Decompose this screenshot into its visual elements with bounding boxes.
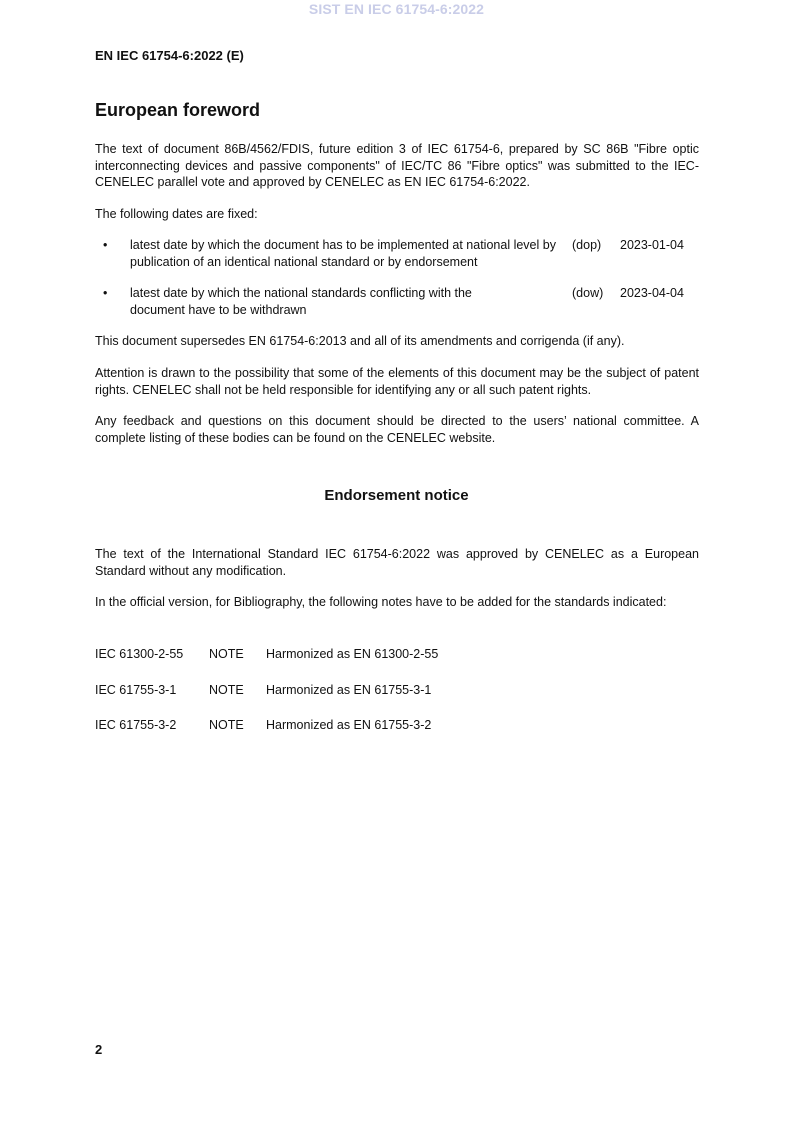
note-text: Harmonized as EN 61300-2-55 [266, 647, 439, 661]
date-item-date: 2023-04-04 [620, 286, 684, 300]
note-text: Harmonized as EN 61755-3-2 [266, 718, 432, 732]
date-item-abbr: (dop) [572, 238, 602, 252]
date-item-text: latest date by which the national standards conflicting with the document have to be withdrawn [130, 286, 472, 317]
note-standard: IEC 61755-3-1 [95, 683, 177, 697]
date-item-date: 2023-01-04 [620, 238, 684, 252]
note-text: Harmonized as EN 61755-3-1 [266, 683, 432, 697]
bullet-dot: • [103, 238, 108, 252]
note-standard: IEC 61300-2-55 [95, 647, 184, 661]
date-item-text: latest date by which the document has to be implemented at national level by publication of an identical national standard or by endorsement [130, 238, 556, 269]
foreword-title: European foreword [95, 100, 261, 120]
note-standard: IEC 61755-3-2 [95, 718, 177, 732]
document-id: EN IEC 61754-6:2022 (E) [95, 48, 244, 63]
patent-paragraph: Attention is drawn to the possibility that some of the elements of this document may be the subject of patent rights. CENELEC shall not be held responsible for identifying any or all such patent rights. [95, 366, 699, 397]
note-label: NOTE [209, 683, 244, 697]
feedback-paragraph: Any feedback and questions on this document should be directed to the users’ national committee. A complete listing of these bodies can be found on the CENELEC website. [95, 414, 699, 445]
page-number: 2 [95, 1042, 103, 1057]
bibliography-intro: In the official version, for Bibliography, the following notes have to be added for the standards indicated: [95, 595, 667, 609]
watermark: SIST EN IEC 61754-6:2022 [308, 1, 485, 17]
bullet-dot: • [103, 286, 108, 300]
endorsement-paragraph: The text of the International Standard IEC 61754-6:2022 was approved by CENELEC as a European Standard without any modification. [95, 547, 699, 578]
supersedes-paragraph: This document supersedes EN 61754-6:2013 and all of its amendments and corrigenda (if any). [95, 334, 625, 348]
note-label: NOTE [209, 647, 244, 661]
dates-intro: The following dates are fixed: [95, 207, 258, 221]
foreword-intro-paragraph: The text of document 86B/4562/FDIS, future edition 3 of IEC 61754-6, prepared by SC 86B "Fibre optic interconnecting devices and passive components" of IEC/TC 86 "Fibre optics" was submitted to the IEC-CENELEC parallel vote and approved by CENELEC as EN IEC 61754-6:2022. [95, 142, 699, 189]
date-item-abbr: (dow) [572, 286, 604, 300]
endorsement-title: Endorsement notice [324, 487, 469, 504]
note-label: NOTE [209, 718, 244, 732]
